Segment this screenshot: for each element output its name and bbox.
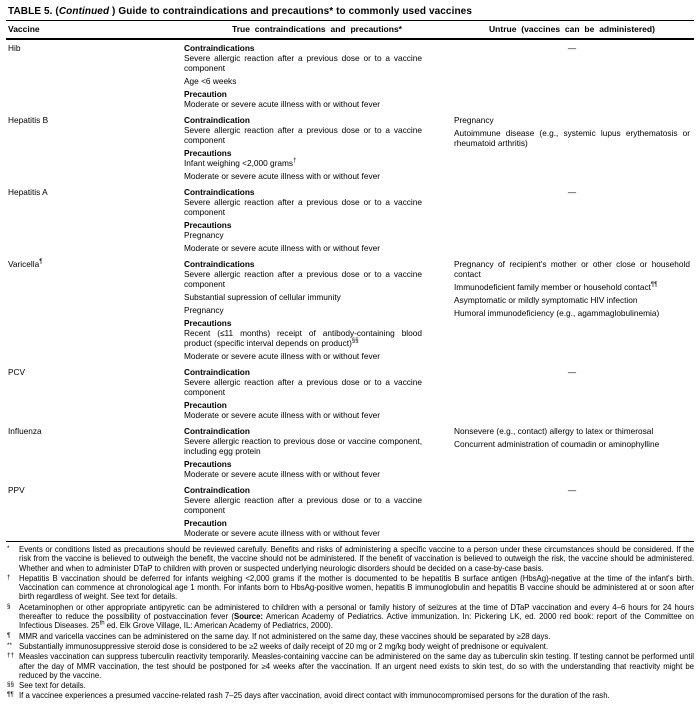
precautions-group xyxy=(184,518,422,538)
footnote-section xyxy=(6,603,694,631)
condition-text-span: Moderate or severe acute illness with or without fever xyxy=(184,528,380,538)
untrue-item-text: Autoimmune disease (e.g., systemic lupus erythematosis or rheumatoid arthritis) xyxy=(454,128,690,148)
untrue-item-text: Immunodeficient family member or household contact xyxy=(454,282,651,292)
condition-text-span: Severe allergic reaction to previous dose or vaccine component, including egg protein xyxy=(184,436,422,456)
table-title-prefix: TABLE 5. ( xyxy=(8,6,59,17)
true-contraindications-cell xyxy=(184,115,450,184)
true-contraindications-cell xyxy=(184,259,450,364)
column-header-vaccine: Vaccine xyxy=(8,24,40,34)
untrue-item xyxy=(454,308,690,318)
group-heading: Contraindications xyxy=(184,43,255,53)
condition-text-span: Severe allergic reaction after a previous dose or to a vaccine component xyxy=(184,53,422,73)
contraindications-group xyxy=(184,187,422,217)
footnote-text xyxy=(19,603,694,631)
contraindications-group xyxy=(184,259,422,315)
footnote-marker: ¶¶ xyxy=(7,691,14,699)
footnote-marker-double-section: §§ xyxy=(351,338,359,345)
footnote-ordinal-sup: th xyxy=(99,620,105,627)
untrue-cell xyxy=(450,187,694,256)
em-dash: — xyxy=(567,187,577,197)
vaccine-name xyxy=(6,187,184,256)
footnote-text: See text for details. xyxy=(19,681,86,691)
untrue-item-text: Humoral immunodeficiency (e.g., agammaglobulinemia) xyxy=(454,308,660,318)
group-heading: Contraindication xyxy=(184,426,250,436)
table-row-hepatitis-b xyxy=(6,112,694,184)
condition-text-span: Age <6 weeks xyxy=(184,76,237,86)
untrue-item xyxy=(454,426,690,436)
vaccine-name xyxy=(6,115,184,184)
condition-text-span: Recent (≤11 months) receipt of antibody-containing blood product (specific interval depends on product) xyxy=(184,328,422,348)
condition-text-span: Moderate or severe acute illness with or without fever xyxy=(184,99,380,109)
group-heading: Precautions xyxy=(184,148,232,158)
footnote-marker: † xyxy=(7,573,11,581)
vaccine-name-text: Hepatitis B xyxy=(8,115,49,125)
true-contraindications-cell xyxy=(184,426,450,482)
group-heading: Contraindication xyxy=(184,367,250,377)
untrue-item xyxy=(454,115,690,125)
untrue-cell xyxy=(450,43,694,112)
column-header-untrue: Untrue (vaccines can be administered) xyxy=(489,24,655,34)
condition-text-span: Moderate or severe acute illness with or without fever xyxy=(184,243,380,253)
condition-text-span: Moderate or severe acute illness with or without fever xyxy=(184,410,380,420)
footnote-text: Hepatitis B vaccination should be deferred for infants weighing <2,000 grams if the mother is documented to be hepatitis B surface antigen (HbsAg)-negative at the time of the infant's birth. Vaccination can commence at chronological age 1 month. For infants born to HbsAg-positive women, hepatitis B immunoglobulin and hepatitis B vaccine should be administered at or soon after birth regardless of weight. See text for details. xyxy=(19,573,694,602)
footnote-text: MMR and varicella vaccines can be administered on the same day. If not administered on the same day, these vaccines should be separated by ≥28 days. xyxy=(19,631,551,641)
table-row-ppv xyxy=(6,482,694,541)
condition-text xyxy=(184,436,422,456)
untrue-item-text: Asymptomatic or mildly symptomatic HIV infection xyxy=(454,295,638,305)
footnote-double-section xyxy=(6,681,694,690)
condition-text xyxy=(184,53,422,73)
precautions-group xyxy=(184,318,422,361)
untrue-cell xyxy=(450,367,694,423)
table-title xyxy=(6,4,694,20)
footnote-marker: * xyxy=(7,545,10,552)
footnote-asterisk xyxy=(6,545,694,573)
footnote-marker: ** xyxy=(7,641,12,649)
true-contraindications-cell xyxy=(184,485,450,541)
condition-text-span: Infant weighing <2,000 grams xyxy=(184,158,294,168)
condition-text-span: Pregnancy xyxy=(184,305,224,315)
precautions-group xyxy=(184,89,422,109)
footnote-double-dagger xyxy=(6,652,694,680)
condition-text xyxy=(184,305,422,315)
contraindications-group xyxy=(184,115,422,145)
footnote-text-mid: American Academy of Pediatrics. Active immunization. In: Pickering LK, ed. 2000 red book: report of the Committee on Infectious Diseases. 25 xyxy=(19,612,694,631)
untrue-item-text: Pregnancy xyxy=(454,115,494,125)
group-heading: Precaution xyxy=(184,400,227,410)
group-heading: Precaution xyxy=(184,518,227,528)
vaccine-name-text: Varicella xyxy=(8,259,40,269)
condition-text xyxy=(184,197,422,217)
condition-text-span: Severe allergic reaction after a previous dose or to a vaccine component xyxy=(184,197,422,217)
untrue-item xyxy=(454,282,690,292)
em-dash: — xyxy=(567,367,577,377)
group-heading: Contraindications xyxy=(184,259,255,269)
condition-text xyxy=(184,171,422,181)
table-row-hib xyxy=(6,40,694,112)
vaccine-name-text: PPV xyxy=(8,485,25,495)
untrue-item xyxy=(454,128,690,148)
condition-text xyxy=(184,158,422,168)
footnote-text-post: ed. Elk Grove Village, IL: American Academy of Pediatrics, 2000). xyxy=(104,621,333,631)
condition-text xyxy=(184,230,422,240)
condition-text-span: Moderate or severe acute illness with or without fever xyxy=(184,351,380,361)
footnote-pilcrow xyxy=(6,632,694,641)
footnote-text: Substantially immunosuppressive steroid dose is considered to be ≥2 weeks of daily receipt of 20 mg or 2 mg/kg body weight of prednisone or equivalent. xyxy=(19,641,549,651)
footnote-marker-pilcrow: ¶ xyxy=(39,259,43,266)
vaccine-name-text: Influenza xyxy=(8,426,42,436)
footnotes-section xyxy=(6,542,694,701)
condition-text-span: Severe allergic reaction after a previous dose or to a vaccine component xyxy=(184,269,422,289)
vaccine-name-text: PCV xyxy=(8,367,26,377)
condition-text xyxy=(184,243,422,253)
condition-text-span: Severe allergic reaction after a previous dose or to a vaccine component xyxy=(184,125,422,145)
precautions-group xyxy=(184,220,422,253)
vaccine-name xyxy=(6,485,184,541)
condition-text xyxy=(184,328,422,348)
contraindications-group xyxy=(184,43,422,86)
footnote-marker-dagger: † xyxy=(293,158,297,165)
group-heading: Contraindications xyxy=(184,187,255,197)
precautions-group xyxy=(184,459,422,479)
footnote-marker: ¶ xyxy=(7,631,11,639)
em-dash: — xyxy=(567,43,577,53)
untrue-cell xyxy=(450,259,694,364)
untrue-item xyxy=(454,259,690,279)
vaccine-name xyxy=(6,367,184,423)
footnote-text: If a vaccinee experiences a presumed vaccine-related rash 7–25 days after vaccination, avoid direct contact with immunocompromised persons for the duration of the rash. xyxy=(19,691,610,701)
footnote-text: Measles vaccination can suppress tuberculin reactivity temporarily. Measles-containing vaccine can be administered on the same day as tuberculin skin testing. If testing cannot be performed until after the day of MMR vaccination, the test should be postponed for ≥4 weeks after the vaccination. If an urgent need exists to skin test, do so with the understanding that reactivity might be reduced by the vaccine. xyxy=(19,652,694,680)
table-body xyxy=(6,40,694,541)
contraindications-group xyxy=(184,367,422,397)
column-header-row xyxy=(6,21,694,38)
condition-text xyxy=(184,495,422,515)
condition-text xyxy=(184,351,422,361)
column-header-true: True contraindications and precautions* xyxy=(232,24,402,34)
footnote-double-pilcrow xyxy=(6,691,694,700)
table-title-continued: Continued xyxy=(58,6,110,17)
condition-text xyxy=(184,469,422,479)
table-row-influenza xyxy=(6,423,694,482)
condition-text-span: Pregnancy xyxy=(184,230,224,240)
precautions-group xyxy=(184,148,422,181)
vaccine-name-text: Hib xyxy=(8,43,21,53)
untrue-item xyxy=(454,439,690,449)
group-heading: Contraindication xyxy=(184,485,250,495)
vaccine-name-text: Hepatitis A xyxy=(8,187,48,197)
true-contraindications-cell xyxy=(184,187,450,256)
vaccine-name xyxy=(6,259,184,364)
group-heading: Precautions xyxy=(184,220,232,230)
table-row-hepatitis-a xyxy=(6,184,694,256)
condition-text xyxy=(184,410,422,420)
true-contraindications-cell xyxy=(184,367,450,423)
untrue-item-text: Nonsevere (e.g., contact) allergy to latex or thimerosal xyxy=(454,426,654,436)
contraindications-group xyxy=(184,485,422,515)
group-heading: Precaution xyxy=(184,89,227,99)
group-heading: Precautions xyxy=(184,459,232,469)
vaccine-name xyxy=(6,43,184,112)
condition-text xyxy=(184,125,422,145)
untrue-item xyxy=(454,295,690,305)
footnote-marker: § xyxy=(7,602,11,610)
table-row-varicella xyxy=(6,256,694,364)
true-contraindications-cell xyxy=(184,43,450,112)
precautions-group xyxy=(184,400,422,420)
footnote-double-asterisk xyxy=(6,642,694,651)
footnote-source-label: Source: xyxy=(234,612,264,622)
condition-text xyxy=(184,269,422,289)
footnote-dagger xyxy=(6,574,694,602)
em-dash: — xyxy=(567,485,577,495)
footnote-marker-double-pilcrow: ¶¶ xyxy=(650,282,658,289)
vaccine-name xyxy=(6,426,184,482)
footnote-marker: †† xyxy=(7,652,15,660)
footnote-text-pre: Acetaminophen or other appropriate antipyretic can be administered to children with a personal or family history of seizures at the time of DTaP vaccination and every 4–6 hours for 24 hours thereafter to reduce the possibility of postvaccination fever ( xyxy=(19,602,694,622)
group-heading: Precautions xyxy=(184,318,232,328)
untrue-item-text: Concurrent administration of coumadin or aminophylline xyxy=(454,439,660,449)
condition-text-span: Moderate or severe acute illness with or without fever xyxy=(184,469,380,479)
condition-text-span: Substantial supression of cellular immunity xyxy=(184,292,341,302)
untrue-cell xyxy=(450,115,694,184)
untrue-item-text: Pregnancy of recipient's mother or other close or household contact xyxy=(454,259,690,279)
condition-text xyxy=(184,292,422,302)
table-row-pcv xyxy=(6,364,694,423)
contraindications-group xyxy=(184,426,422,456)
untrue-cell xyxy=(450,485,694,541)
condition-text xyxy=(184,99,422,109)
untrue-cell xyxy=(450,426,694,482)
condition-text xyxy=(184,528,422,538)
condition-text xyxy=(184,76,422,86)
table-title-rest: ) Guide to contraindications and precautions* to commonly used vaccines xyxy=(109,6,472,17)
condition-text-span: Severe allergic reaction after a previous dose or to a vaccine component xyxy=(184,495,422,515)
group-heading: Contraindication xyxy=(184,115,250,125)
footnote-text: Events or conditions listed as precautions should be reviewed carefully. Benefits and risks of administering a specific vaccine to a person under these circumstances should be considered. If the risk from the vaccine is believed to outweigh the benefit, the vaccine should not be administered. If the benefit of vaccination is believed to outweigh the risk, the vaccine should be administered. Whether and when to administer DTaP to children with proven or suspected underlying neurologic disorders should be decided on a case-by-case basis. xyxy=(19,545,694,573)
condition-text xyxy=(184,377,422,397)
footnote-marker: §§ xyxy=(7,681,15,689)
condition-text-span: Severe allergic reaction after a previous dose or to a vaccine component xyxy=(184,377,422,397)
condition-text-span: Moderate or severe acute illness with or without fever xyxy=(184,171,380,181)
